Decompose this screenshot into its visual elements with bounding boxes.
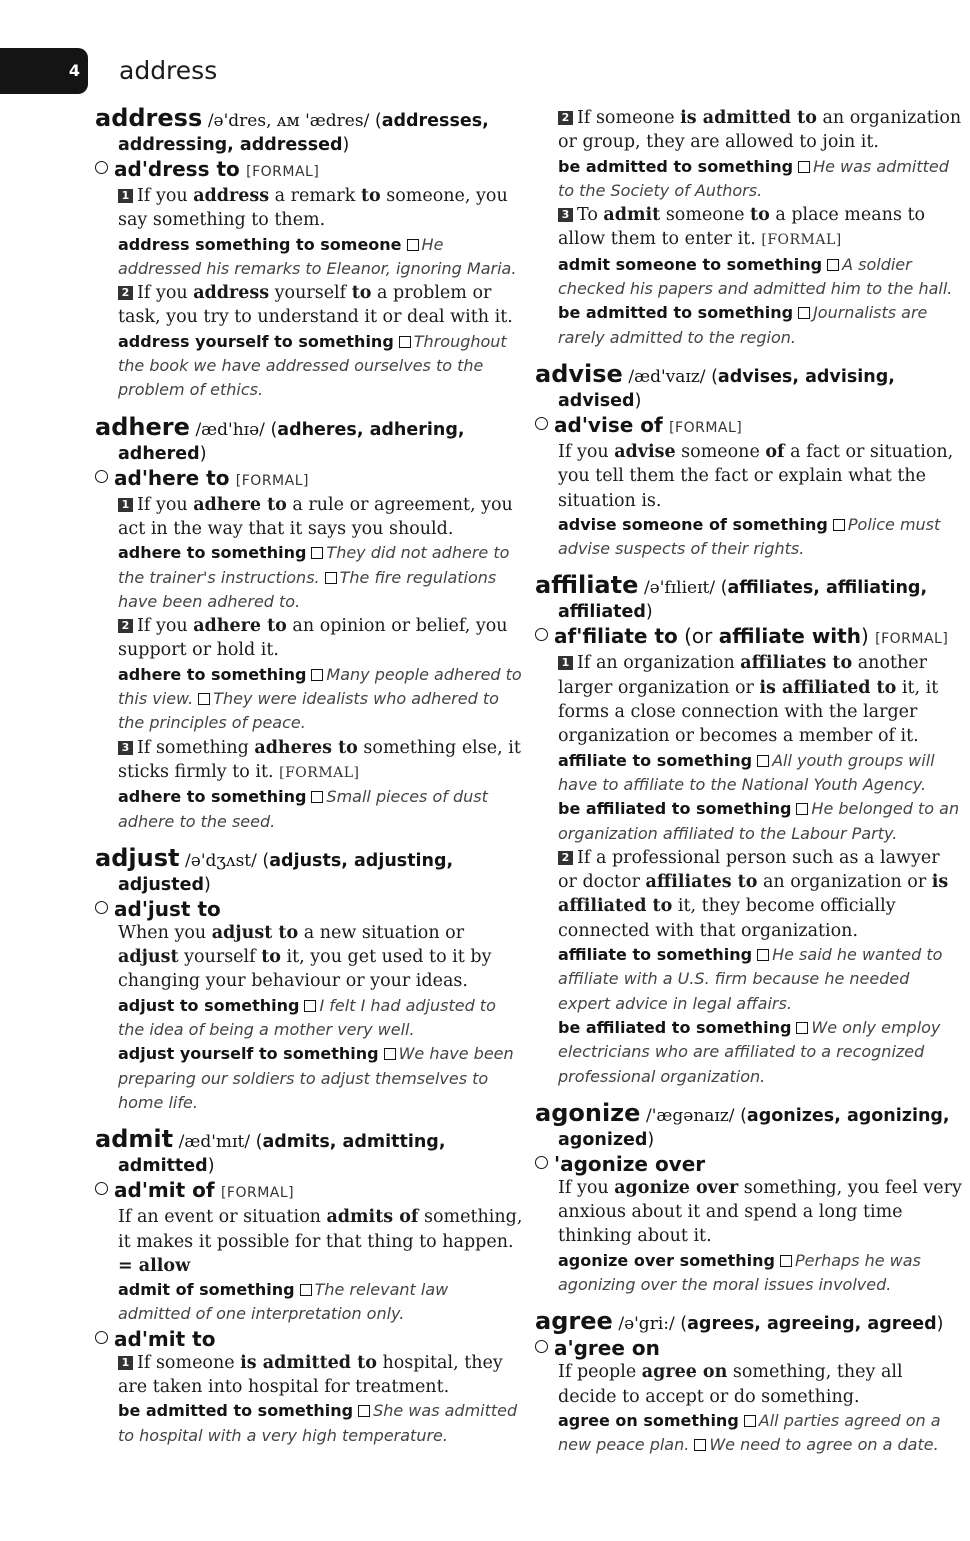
inflected-forms: admits, admitting, admitted <box>118 1132 446 1177</box>
grammar-pattern: agree on something <box>558 1410 739 1430</box>
phrasal-verb: ad'just to <box>114 896 221 921</box>
example-square-icon <box>798 307 810 319</box>
grammar-pattern: be admitted to something <box>558 303 794 323</box>
definition-text: If you agonize over something, you feel very anxious about it and spend a long time thinking about it. <box>558 1177 962 1247</box>
sense-definition <box>118 184 523 233</box>
register-label: [FORMAL] <box>875 631 949 648</box>
example-block <box>558 1409 963 1458</box>
example-sentence: He belonged to an organization affiliated to the Labour Party. <box>558 799 960 843</box>
phrasal-verb-line <box>535 413 963 440</box>
sense-block <box>95 1351 523 1448</box>
definition-text: If something adheres to something else, it sticks firmly to it. [FORMAL] <box>118 737 521 782</box>
grammar-pattern: advise someone of something <box>558 514 828 534</box>
pronunciation: /ə'gri:/ <box>618 1314 675 1335</box>
example-square-icon <box>300 1284 312 1296</box>
example-sentence: He said he wanted to affiliate with a U.S. firm because he needed expert advice in legal affairs. <box>558 945 943 1013</box>
example-square-icon <box>325 572 337 584</box>
example-square-icon <box>407 239 419 251</box>
sense-block <box>535 203 963 350</box>
example-block <box>118 330 523 403</box>
grammar-pattern: address something to someone <box>118 234 402 254</box>
example-square-icon <box>304 1000 316 1012</box>
circle-bullet-icon <box>95 901 108 914</box>
definition-text: If someone is admitted to hospital, they are taken into hospital for treatment. <box>118 1352 503 1397</box>
example-block <box>558 513 963 562</box>
sense-number: 2 <box>558 111 573 125</box>
sense-definition <box>558 106 963 155</box>
grammar-pattern: admit someone to something <box>558 254 823 274</box>
circle-bullet-icon <box>535 628 548 641</box>
definition-text: If you adhere to a rule or agreement, you act in the way that it says you should. <box>118 494 513 539</box>
example-square-icon <box>798 161 810 173</box>
inflected-forms: agrees, agreeing, agreed <box>687 1314 937 1335</box>
example-sentence: They did not adhere to the trainer's instructions. <box>118 543 510 587</box>
example-square-icon <box>796 1022 808 1034</box>
dictionary-entry <box>535 1098 963 1297</box>
phrasal-verb: ad'dress to <box>114 157 240 181</box>
phrasal-verb-line <box>535 1336 963 1360</box>
dictionary-entry <box>535 573 963 1088</box>
headword-line: adjust /ə'dʒʌst/ (adjusts, adjusting, adjusted) <box>95 843 454 895</box>
example-square-icon <box>311 669 323 681</box>
running-head: address <box>119 56 218 85</box>
sense-definition <box>558 1176 963 1249</box>
circle-bullet-icon <box>95 470 108 483</box>
page-number: 4 <box>68 61 80 80</box>
sense-definition <box>118 736 523 786</box>
sense-block <box>95 921 523 1115</box>
sense-number: 2 <box>118 619 133 633</box>
sense-block <box>95 493 523 614</box>
grammar-pattern: adhere to something <box>118 543 307 563</box>
example-sentence: Journalists are rarely admitted to the region. <box>558 303 928 347</box>
definition-text: If you address a remark to someone, you say something to them. <box>118 186 508 231</box>
grammar-pattern: be affiliated to something <box>558 1017 792 1037</box>
register-label: [FORMAL] <box>669 419 743 436</box>
pronunciation: /ə'fɪlieɪt/ <box>643 578 716 599</box>
example-square-icon <box>358 1405 370 1417</box>
example-sentence: Many people adhered to this view. <box>118 664 522 709</box>
phrasal-verb: af'filiate to <box>554 624 678 649</box>
circle-bullet-icon <box>95 161 108 174</box>
headword: adhere <box>95 412 190 441</box>
grammar-pattern: be affiliated to something <box>558 799 792 819</box>
sense-definition <box>118 281 523 330</box>
example-sentence: All parties agreed on a new peace plan. <box>558 1410 941 1455</box>
page-number-tab <box>0 48 88 94</box>
sense-definition <box>558 203 963 253</box>
inflected-forms: affiliates, affiliating, affiliated <box>558 578 928 623</box>
pronunciation: /ə'dʒʌst/ <box>185 850 257 871</box>
example-square-icon <box>796 803 808 815</box>
definition-text: If people agree on something, they all decide to accept or do something. <box>558 1362 903 1407</box>
example-sentence: I felt I had adjusted to the idea of being a mother very well. <box>118 995 496 1040</box>
phrasal-verb-connector: ) <box>860 624 869 649</box>
headword-line: adhere /æd'hɪə/ (adheres, adhering, adhered) <box>95 412 465 464</box>
headword: agonize <box>535 1098 641 1127</box>
dictionary-entry <box>535 359 963 561</box>
example-sentence: They were idealists who adhered to the principles of peace. <box>118 689 499 733</box>
sense-definition <box>558 846 963 943</box>
example-block <box>118 541 523 614</box>
example-sentence: We need to agree on a date. <box>709 1435 939 1455</box>
grammar-pattern: affiliate to something <box>558 750 753 770</box>
phrasal-verb-line <box>535 1152 963 1176</box>
example-block <box>558 749 963 798</box>
grammar-pattern: be admitted to something <box>118 1401 354 1421</box>
example-sentence: He was admitted to the Society of Authors. <box>558 156 949 200</box>
phrasal-verb-line <box>95 466 523 493</box>
grammar-pattern: agonize over something <box>558 1250 775 1270</box>
example-block <box>558 1016 963 1089</box>
sense-definition <box>558 440 963 513</box>
phrasal-verb: ad'mit of <box>114 1178 215 1203</box>
example-square-icon <box>198 693 210 705</box>
sense-block <box>95 281 523 402</box>
example-sentence: A soldier checked his papers and admitted him to the hall. <box>558 254 953 299</box>
inflected-forms: adjusts, adjusting, adjusted <box>118 850 454 895</box>
phrasal-verb-line <box>95 1178 523 1205</box>
sense-definition <box>118 493 523 542</box>
example-block <box>558 1249 963 1298</box>
example-square-icon <box>757 949 769 961</box>
example-sentence: Small pieces of dust adhere to the seed. <box>118 787 488 831</box>
dictionary-entry <box>95 843 523 1115</box>
phrasal-verb: ad'mit to <box>114 1326 216 1351</box>
sense-block <box>95 614 523 735</box>
headword: agree <box>535 1307 613 1336</box>
grammar-pattern: adhere to something <box>118 664 307 684</box>
example-sentence: The relevant law admitted of one interpretation only. <box>118 1280 449 1324</box>
phrasal-verb-line <box>95 897 523 921</box>
sense-block <box>95 1205 523 1326</box>
grammar-pattern: adjust yourself to something <box>118 1044 379 1064</box>
example-sentence: Police must advise suspects of their rights. <box>558 514 941 559</box>
register-label: [FORMAL] <box>220 1185 295 1202</box>
grammar-pattern: adjust to something <box>118 995 300 1015</box>
example-sentence: Perhaps he was agonizing over the moral issues involved. <box>558 1250 921 1294</box>
grammar-pattern: be admitted to something <box>558 156 794 176</box>
sense-number: 2 <box>118 286 133 300</box>
sense-block <box>95 736 523 834</box>
pronunciation: /'ægənaɪz/ <box>646 1105 735 1126</box>
dictionary-entry <box>95 412 523 834</box>
sense-number: 1 <box>558 656 573 670</box>
example-sentence: She was admitted to hospital with a very high temperature. <box>118 1401 518 1445</box>
phrasal-verb: a'gree on <box>554 1336 660 1361</box>
example-sentence: We only employ electricians who are affiliated to a recognized professional organization. <box>558 1017 941 1086</box>
headword: adjust <box>95 843 180 872</box>
example-square-icon <box>311 791 323 803</box>
phrasal-verb: ad'here to <box>114 465 230 490</box>
phrasal-verb: 'agonize over <box>554 1151 706 1176</box>
example-square-icon <box>694 1439 706 1451</box>
headword-line: advise /æd'vaɪz/ (advises, advising, advised) <box>535 359 895 411</box>
phrasal-verb-line <box>95 1327 523 1351</box>
circle-bullet-icon <box>535 417 548 430</box>
circle-bullet-icon <box>535 1156 548 1169</box>
definition-text: When you adjust to a new situation or adjust yourself to it, you get used to it by changing your behaviour or your ideas. <box>118 922 492 992</box>
circle-bullet-icon <box>95 1331 108 1344</box>
pronunciation: /ə'dres, ᴀᴍ 'ædres/ <box>207 111 370 131</box>
dictionary-entry <box>95 106 523 403</box>
example-square-icon <box>757 755 769 767</box>
sense-block <box>535 1360 963 1457</box>
definition-text: If you adhere to an opinion or belief, you support or hold it. <box>118 616 508 661</box>
example-sentence: The fire regulations have been adhered to. <box>118 567 497 611</box>
definition-text: If you address yourself to a problem or task, you try to understand it or deal with it. <box>118 283 513 328</box>
definition-text: If an organization affiliates to another larger organization or is affiliated to it, it forms a close connection with the larger organization or becomes a member of it. <box>558 653 939 747</box>
sense-number: 3 <box>558 208 573 222</box>
inflected-forms: adheres, adhering, adhered <box>118 419 465 464</box>
sense-block <box>535 846 963 1089</box>
example-square-icon <box>744 1415 756 1427</box>
sense-number: 1 <box>118 498 133 512</box>
example-square-icon <box>311 547 323 559</box>
headword-line: affiliate /ə'fɪlieɪt/ (affiliates, affiliating, affiliated) <box>535 571 928 623</box>
definition-text: To admit someone to a place means to allow them to enter it. [FORMAL] <box>558 205 926 250</box>
example-block <box>118 233 523 282</box>
example-sentence: We have been preparing our soldiers to adjust themselves to home life. <box>118 1044 514 1112</box>
example-square-icon <box>827 259 839 271</box>
definition-text: If someone is admitted to an organization or group, they are allowed to join it. <box>558 108 962 153</box>
sense-number: 2 <box>558 851 573 865</box>
grammar-pattern: affiliate to something <box>558 945 753 965</box>
grammar-pattern: admit of something <box>118 1280 295 1300</box>
definition-text: If you advise someone of a fact or situation, you tell them the fact or explain what the situation is. <box>558 441 954 511</box>
circle-bullet-icon <box>95 1182 108 1195</box>
sense-definition <box>558 651 963 748</box>
headword-line: address /ə'dres, ᴀᴍ 'ædres/ (addresses, addressing, addressed) <box>95 104 489 155</box>
phrasal-verb-line <box>535 624 963 651</box>
sense-number: 3 <box>118 741 133 755</box>
sense-definition <box>118 1351 523 1400</box>
headword-line: agonize /'ægənaɪz/ (agonizes, agonizing, agonized) <box>535 1098 950 1150</box>
inflected-forms: addresses, addressing, addressed <box>118 111 489 155</box>
pronunciation: /æd'hɪə/ <box>195 419 265 440</box>
sense-definition <box>118 614 523 663</box>
example-square-icon <box>384 1048 396 1060</box>
example-block <box>558 253 963 302</box>
example-block <box>558 797 963 846</box>
example-sentence: All youth groups will have to affiliate to the National Youth Agency. <box>558 750 935 794</box>
example-block <box>118 1042 523 1115</box>
headword: address <box>95 104 203 132</box>
circle-bullet-icon <box>535 1340 548 1353</box>
example-block <box>558 943 963 1016</box>
definition-text: If an event or situation admits of something, it makes it possible for that thing to happen. = allow <box>118 1207 523 1276</box>
example-sentence: Throughout the book we have addressed ourselves to the problem of ethics. <box>118 331 507 400</box>
sense-number: 1 <box>118 189 133 203</box>
phrasal-verb-line <box>95 157 523 184</box>
headword: admit <box>95 1125 174 1154</box>
phrasal-verb-variant: affiliate with <box>718 624 861 649</box>
example-block <box>118 1278 523 1327</box>
sense-block <box>535 651 963 845</box>
example-block <box>558 155 963 204</box>
headword-line: agree /ə'gri:/ (agrees, agreeing, agreed) <box>535 1307 944 1336</box>
sense-number: 1 <box>118 1356 133 1370</box>
headword: affiliate <box>535 571 639 600</box>
phrasal-verb-connector: (or <box>677 624 719 649</box>
sense-block <box>95 184 523 281</box>
grammar-pattern: adhere to something <box>118 787 307 807</box>
example-block <box>558 301 963 350</box>
register-label: [FORMAL] <box>246 164 320 180</box>
dictionary-entry <box>535 106 963 350</box>
example-square-icon <box>833 519 845 531</box>
sense-block <box>535 106 963 203</box>
sense-definition <box>118 921 523 994</box>
example-block <box>118 785 523 834</box>
inflected-forms: agonizes, agonizing, agonized <box>558 1105 950 1150</box>
pronunciation: /æd'mɪt/ <box>178 1132 251 1153</box>
dictionary-entry <box>535 1309 963 1457</box>
dictionary-entry <box>95 1127 523 1448</box>
sense-definition <box>558 1360 963 1409</box>
inflected-forms: advises, advising, advised <box>558 366 895 411</box>
left-column <box>95 106 523 1460</box>
sense-definition <box>118 1205 523 1278</box>
definition-text: If a professional person such as a lawyer or doctor affiliates to an organization or is affiliated to it, they become officially connected with that organization. <box>558 847 949 941</box>
example-block <box>118 1399 523 1448</box>
headword-line: admit /æd'mɪt/ (admits, admitting, admitted) <box>95 1125 446 1177</box>
headword: advise <box>535 359 623 388</box>
sense-block <box>535 440 963 561</box>
grammar-pattern: address yourself to something <box>118 331 394 351</box>
example-square-icon <box>780 1255 792 1267</box>
example-square-icon <box>399 336 411 348</box>
right-column <box>535 106 963 1469</box>
example-sentence: He addressed his remarks to Eleanor, ignoring Maria. <box>118 234 517 278</box>
example-block <box>118 663 523 736</box>
pronunciation: /æd'vaɪz/ <box>628 366 706 387</box>
register-label: [FORMAL] <box>235 472 309 489</box>
sense-block <box>535 1176 963 1297</box>
phrasal-verb: ad'vise of <box>554 412 663 437</box>
example-block <box>118 994 523 1043</box>
